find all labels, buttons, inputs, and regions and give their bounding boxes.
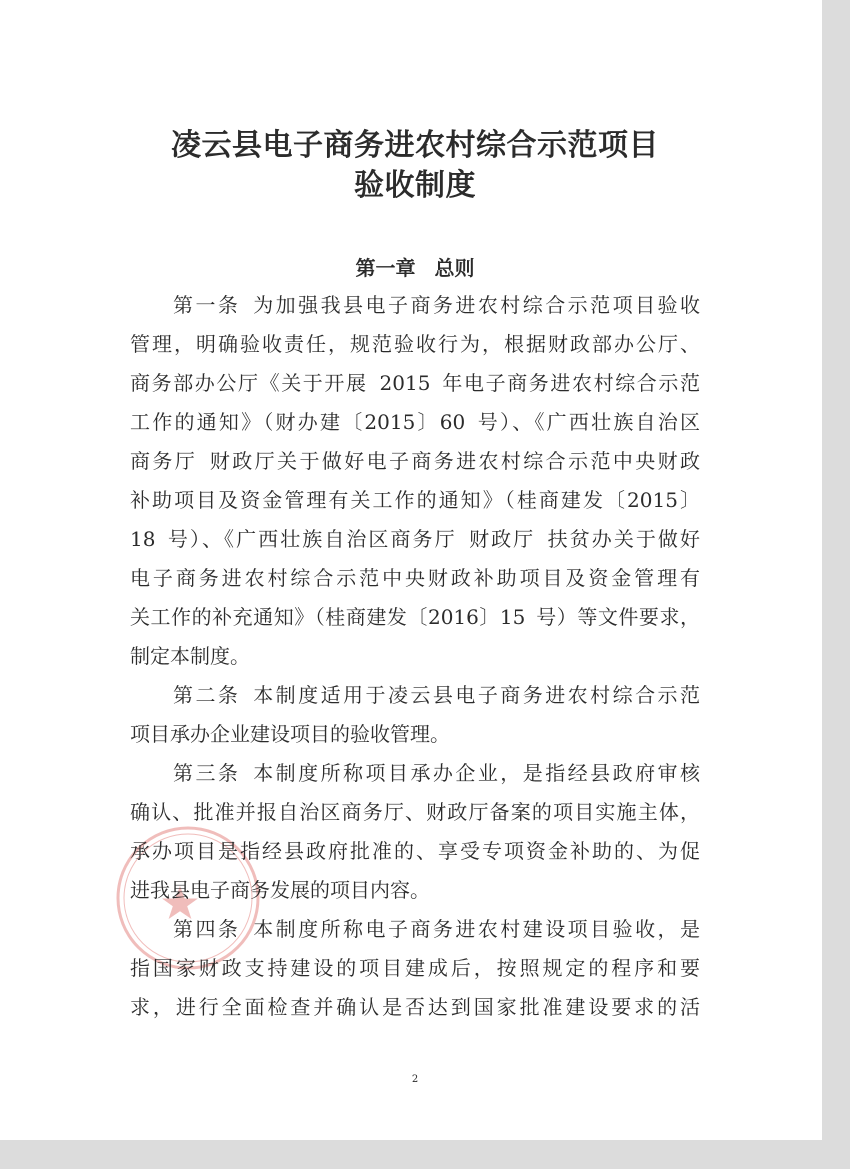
text-line: 18 号）、《广西壮族自治区商务厅 财政厅 扶贫办关于做好 [130, 527, 700, 551]
text-line: 商务厅 财政厅关于做好电子商务进农村综合示范中央财政 [130, 449, 700, 473]
text-line: 电子商务进农村综合示范中央财政补助项目及资金管理有 [130, 566, 700, 590]
article-2 [130, 676, 700, 754]
document-title [130, 126, 700, 206]
text-line: 第二条 本制度适用于凌云县电子商务进农村综合示范 [173, 683, 700, 707]
page-number: 2 [411, 1074, 419, 1085]
article-4 [130, 910, 700, 1027]
text-line: 商务部办公厅《关于开展 2015 年电子商务进农村综合示范 [130, 371, 700, 395]
text-line: 第一条 为加强我县电子商务进农村综合示范项目验收 [173, 293, 700, 317]
chapter-heading: 第一章 总则 [355, 256, 475, 280]
text-line: 补助项目及资金管理有关工作的通知》（桂商建发〔2015〕 [130, 488, 700, 512]
text-line: 关工作的补充通知》（桂商建发〔2016〕15 号）等文件要求， [130, 605, 700, 629]
title-line-1: 凌云县电子商务进农村综合示范项目 [171, 128, 659, 163]
document-body [130, 286, 700, 1027]
text-line: 制定本制度。 [130, 644, 250, 668]
text-line: 第三条 本制度所称项目承办企业，是指经县政府审核 [173, 761, 700, 785]
title-line-2: 验收制度 [354, 168, 476, 203]
text-line: 进我县电子商务发展的项目内容。 [130, 878, 430, 902]
text-line: 承办项目是指经县政府批准的、享受专项资金补助的、为促 [130, 839, 700, 863]
text-line: 确认、批准并报自治区商务厅、财政厅备案的项目实施主体， [130, 800, 700, 824]
article-3 [130, 754, 700, 910]
text-line: 第四条 本制度所称电子商务进农村建设项目验收，是 [173, 917, 700, 941]
text-line: 工作的通知》（财办建〔2015〕60 号）、《广西壮族自治区 [130, 410, 700, 434]
article-1 [130, 286, 700, 676]
text-line: 指国家财政支持建设的项目建成后，按照规定的程序和要 [130, 956, 700, 980]
text-line: 求，进行全面检查并确认是否达到国家批准建设要求的活 [130, 995, 700, 1019]
text-line: 项目承办企业建设项目的验收管理。 [130, 722, 450, 746]
text-line: 管理，明确验收责任，规范验收行为，根据财政部办公厅、 [130, 332, 700, 356]
